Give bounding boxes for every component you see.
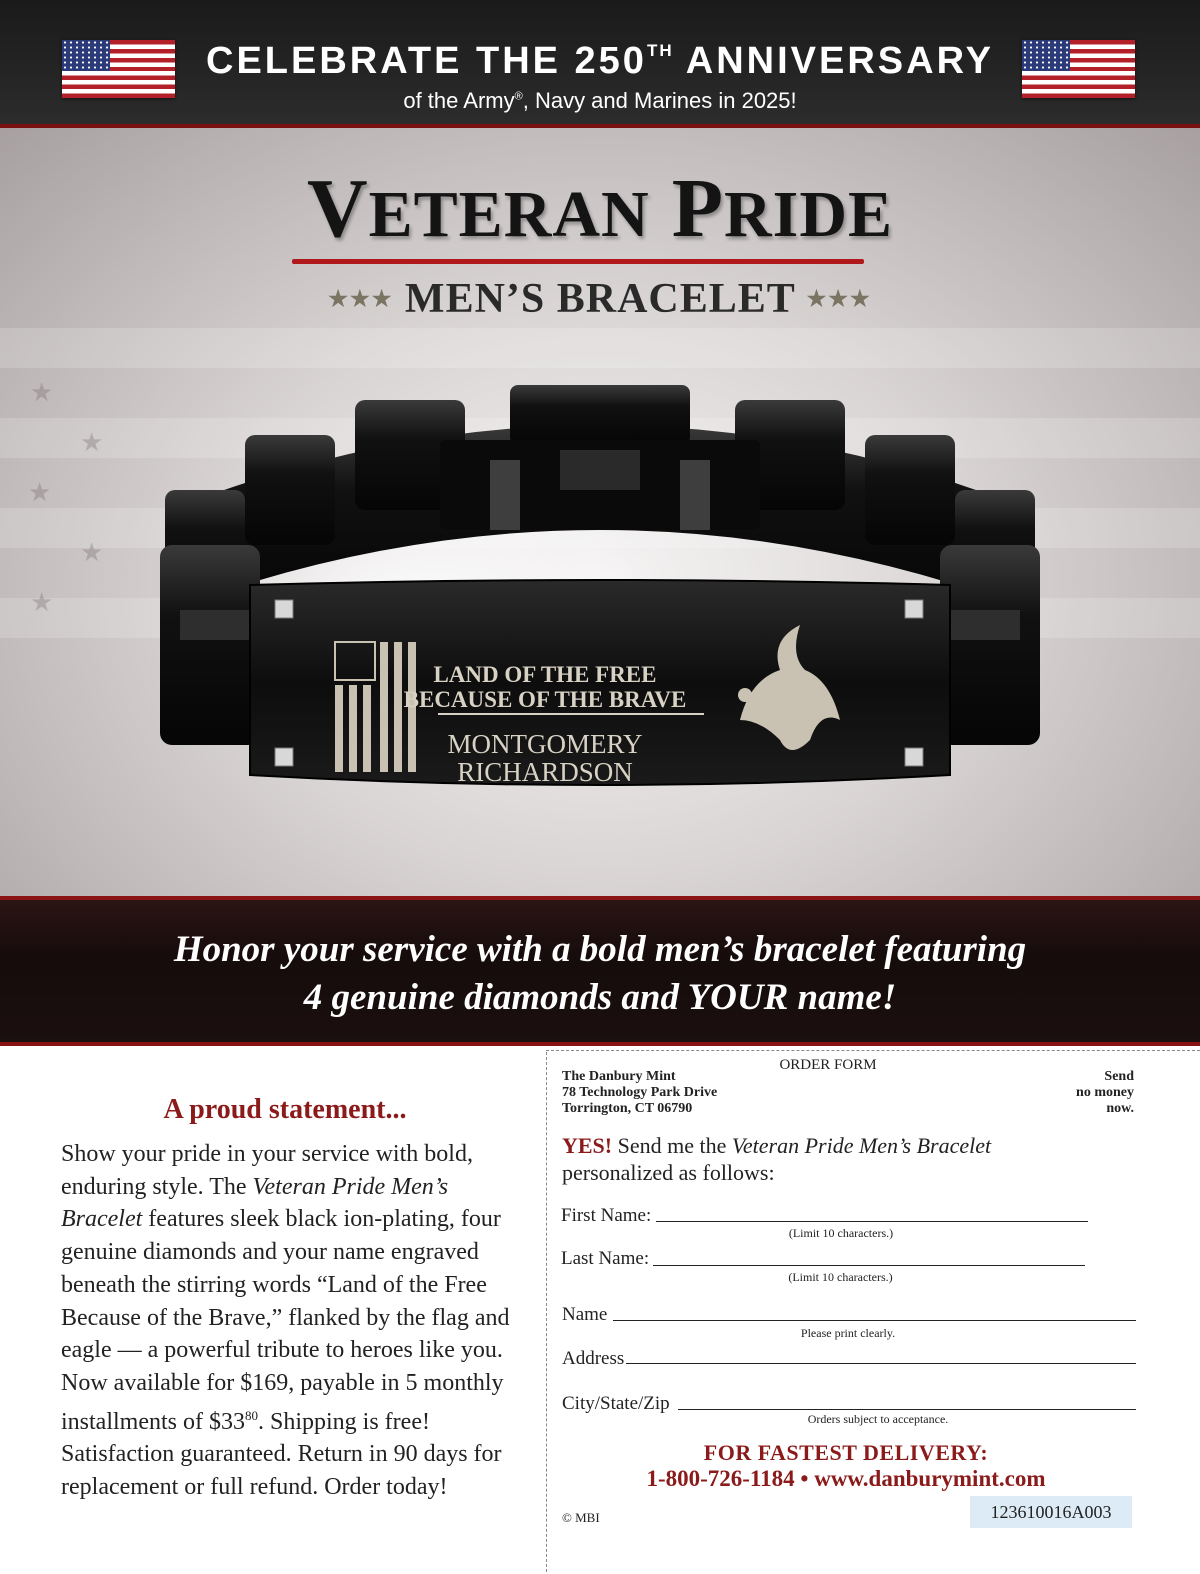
star-icon: ★ bbox=[28, 478, 52, 507]
fastest-delivery-heading: FOR FASTEST DELIVERY: bbox=[703, 1440, 989, 1465]
star-icon: ★ bbox=[80, 428, 104, 457]
cut-line bbox=[546, 1050, 1200, 1051]
tagline-line1: Honor your service with a bold men’s bracelet featuring bbox=[173, 929, 1027, 970]
acceptance-note: Orders subject to acceptance. bbox=[807, 1412, 949, 1426]
address-label: Address bbox=[562, 1348, 625, 1369]
print-note: Please print clearly. bbox=[800, 1326, 896, 1340]
first-name-field[interactable] bbox=[656, 1221, 1088, 1222]
city-state-zip-field[interactable] bbox=[678, 1409, 1136, 1410]
copyright: © MBI bbox=[562, 1510, 600, 1525]
name-field[interactable] bbox=[613, 1320, 1136, 1321]
product-subtitle: ★★★ MEN’S BRACELET ★★★ bbox=[328, 276, 872, 322]
last-name-label: Last Name: bbox=[561, 1248, 650, 1269]
stars-icon: ★★★ bbox=[328, 286, 394, 311]
company-address: The Danbury Mint 78 Technology Park Drive Torrington, CT 06790 bbox=[562, 1069, 718, 1116]
engraving-line1: LAND OF THE FREE bbox=[433, 662, 657, 687]
anniversary-subline: of the Army®, Navy and Marines in 2025! bbox=[403, 88, 797, 113]
first-name-limit: (Limit 10 characters.) bbox=[788, 1226, 894, 1240]
engraving-line2: BECAUSE OF THE BRAVE bbox=[403, 687, 687, 712]
send-no-money: Send no money now. bbox=[1076, 1069, 1134, 1116]
star-icon: ★ bbox=[30, 378, 54, 407]
stars-icon: ★★★ bbox=[806, 286, 872, 311]
engraved-last-name: RICHARDSON bbox=[457, 757, 633, 787]
order-code-badge: 123610016A003 bbox=[970, 1496, 1132, 1528]
tagline-line2: 4 genuine diamonds and YOUR name! bbox=[303, 977, 897, 1018]
description-body: Show your pride in your service with bold, enduring style. The Veteran Pride Men’s Bracelet features sleek black ion-plating, four genuine diamonds and your name engraved beneath the stirring words “Land of the Free Because of the Brave,” flanked by the flag and eagle — a powerful tribute to heroes like you. Now available for $169, payable in 5 monthly installments of $\$33^{80}$. Shipping is free! Satisfaction guaranteed. Return in 90 days for replacement or full refund. Order today! bbox=[61, 1141, 510, 1501]
last-name-field[interactable] bbox=[653, 1265, 1085, 1266]
city-state-zip-label: City/State/Zip bbox=[562, 1393, 670, 1414]
title-underline bbox=[292, 259, 864, 264]
star-icon: ★ bbox=[80, 538, 104, 567]
anniversary-headline: CELEBRATE THE 250TH ANNIVERSARY bbox=[206, 40, 994, 82]
first-name-label: First Name: bbox=[561, 1205, 652, 1226]
order-form-title: ORDER FORM bbox=[779, 1057, 877, 1073]
description-heading: A proud statement... bbox=[163, 1094, 407, 1125]
phone-and-website: 1-800-726-1184 • www.danburymint.com bbox=[646, 1466, 1046, 1491]
last-name-limit: (Limit 10 characters.) bbox=[788, 1270, 893, 1284]
order-statement: YES! Send me the Veteran Pride Men’s Bracelet personalized as follows: bbox=[562, 1133, 992, 1185]
bracelet-image bbox=[140, 380, 1060, 820]
address-field[interactable] bbox=[626, 1363, 1136, 1364]
star-icon: ★ bbox=[30, 588, 54, 617]
name-label: Name bbox=[562, 1304, 608, 1325]
product-title: VETERAN PRIDE bbox=[306, 162, 894, 255]
cut-line bbox=[546, 1052, 547, 1572]
tagline-band bbox=[0, 896, 1200, 1046]
engraved-first-name: MONTGOMERY bbox=[447, 729, 643, 759]
